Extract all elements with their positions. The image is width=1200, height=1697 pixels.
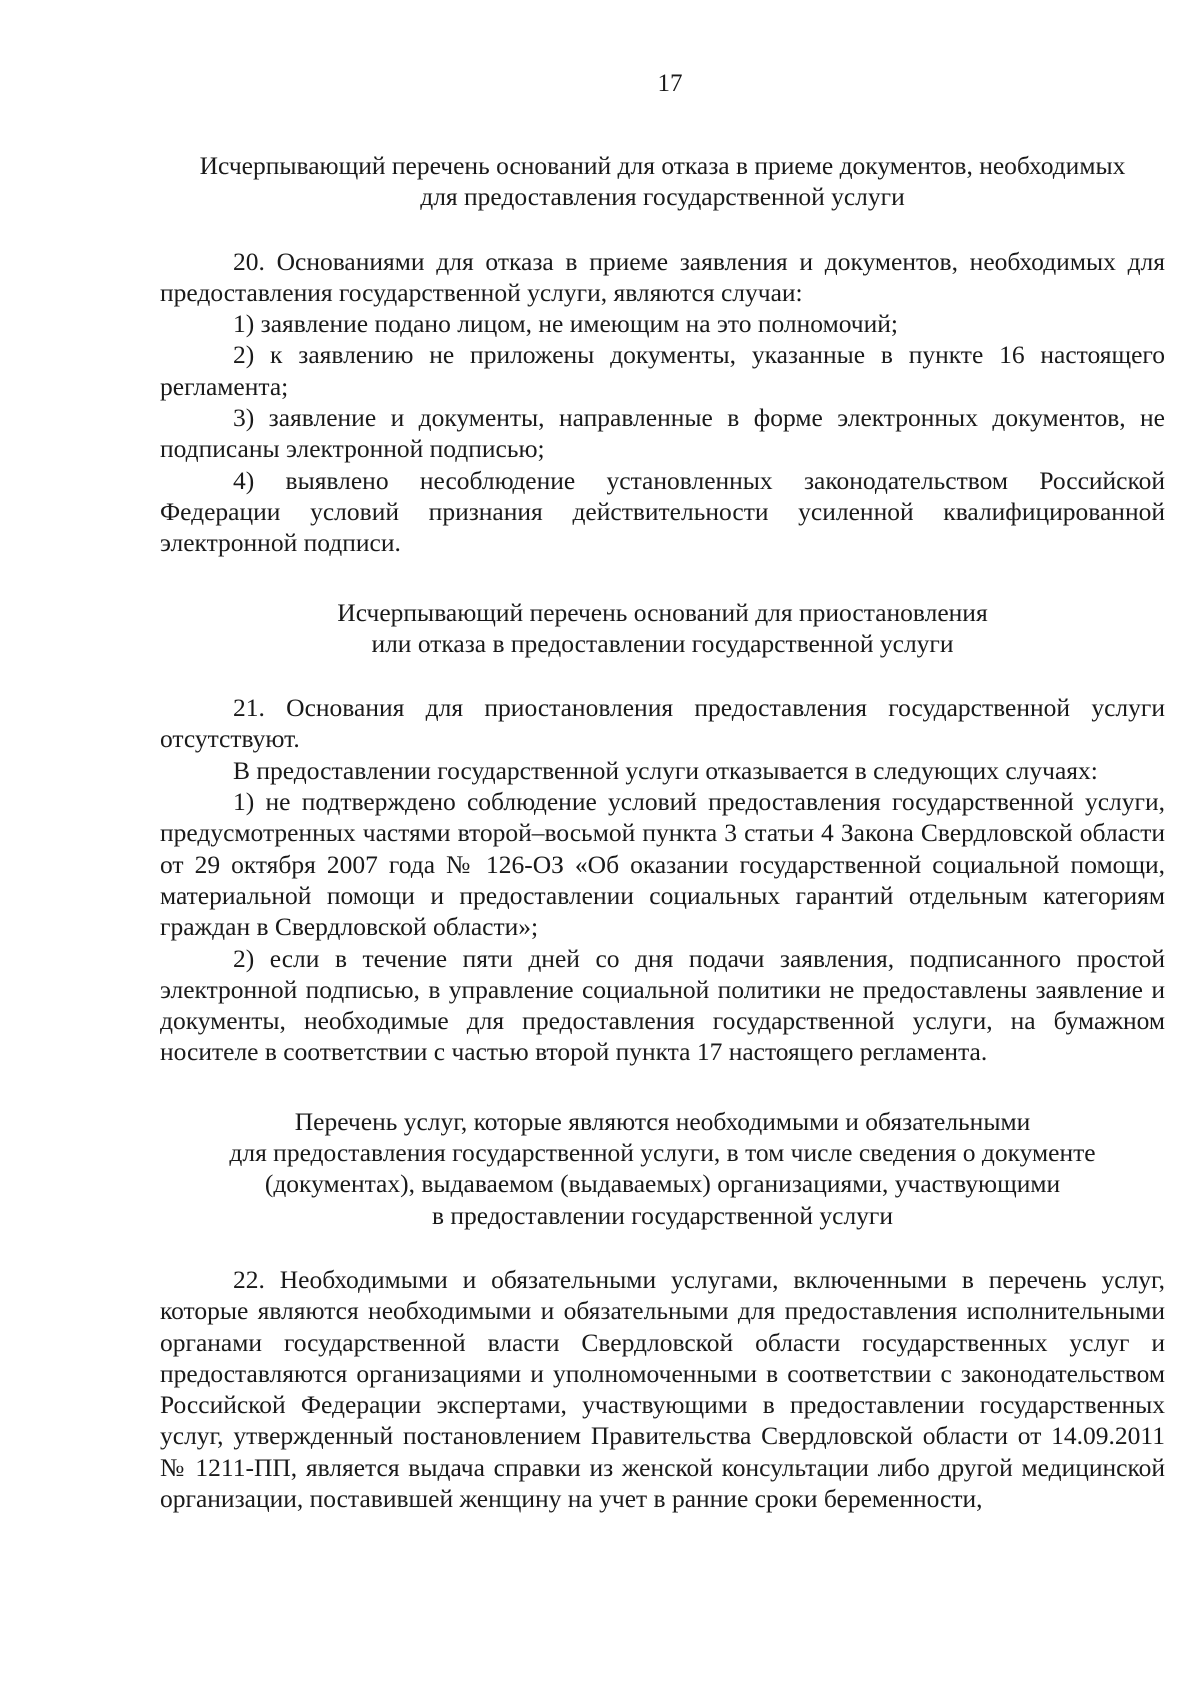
page-number: 17: [657, 70, 683, 97]
list-item: 2) если в течение пяти дней со дня подачи заявления, подписанного простой электронной подписью, в управление социальной политики не предоставлены заявление и документы, необходимые для предоставления государственной услуги, на бумажном носителе в соответствии с частью второй пункта 17 настоящего регламента.: [160, 943, 1165, 1067]
section-heading-line: для предоставления государственной услуги: [420, 182, 905, 212]
list-item: 3) заявление и документы, направленные в форме электронных документов, не подписаны электронной подписью;: [160, 403, 1165, 464]
section-heading-line: Исчерпывающий перечень оснований для отказа в приеме документов, необходимых: [199, 151, 1126, 180]
paragraph: В предоставлении государственной услуги отказывается в следующих случаях:: [233, 755, 1098, 785]
section-20: [160, 150, 1165, 559]
document-body: [160, 150, 1165, 1514]
section-heading-line: (документах), выдаваемом (выдаваемых) организациями, участвующими: [264, 1169, 1061, 1199]
section-heading-line: для предоставления государственной услуги, в том числе сведения о документе: [229, 1138, 1096, 1168]
section-heading-line: в предоставлении государственной услуги: [431, 1200, 894, 1230]
section-heading-line: или отказа в предоставлении государственной услуги: [371, 628, 954, 658]
paragraph: 20. Основаниями для отказа в приеме заявления и документов, необходимых для предоставления государственной услуги, являются случаи:: [160, 246, 1165, 307]
section-heading-line: Перечень услуг, которые являются необходимыми и обязательными: [294, 1106, 1031, 1136]
paragraph: 21. Основания для приостановления предоставления государственной услуги отсутствуют.: [160, 693, 1165, 754]
section-21: [160, 597, 1165, 1068]
list-item: 4) выявлено несоблюдение установленных законодательством Российской Федерации условий признания действительности усиленной квалифицированной электронной подписи.: [160, 465, 1165, 558]
list-item: 1) заявление подано лицом, не имеющим на это полномочий;: [233, 309, 898, 339]
section-heading-line: Исчерпывающий перечень оснований для приостановления: [337, 597, 988, 627]
list-item: 2) к заявлению не приложены документы, указанные в пункте 16 настоящего регламента;: [160, 340, 1165, 401]
section-22: [160, 1106, 1165, 1515]
list-item: 1) не подтверждено соблюдение условий предоставления государственной услуги, предусмотренных частями второй–восьмой пункта 3 статьи 4 Закона Свердловской области от 29 октября 2007 года № 126-ОЗ «Об оказании государственной социальной помощи, материальной помощи и предоставлении социальных гарантий отдельным категориям граждан в Свердловской области»;: [160, 787, 1165, 942]
paragraph: 22. Необходимыми и обязательными услугами, включенными в перечень услуг, которые являются необходимыми и обязательными для предоставления исполнительными органами государственной власти Свердловской области государственных услуг и предоставляются организациями и уполномоченными в соответствии с законодательством Российской Федерации экспертами, участвующими в предоставлении государственных услуг, утвержденный постановлением Правительства Свердловской области от 14.09.2011 № 1211-ПП, является выдача справки из женской консультации либо другой медицинской организации, поставившей женщину на учет в ранние сроки беременности,: [160, 1264, 1165, 1513]
